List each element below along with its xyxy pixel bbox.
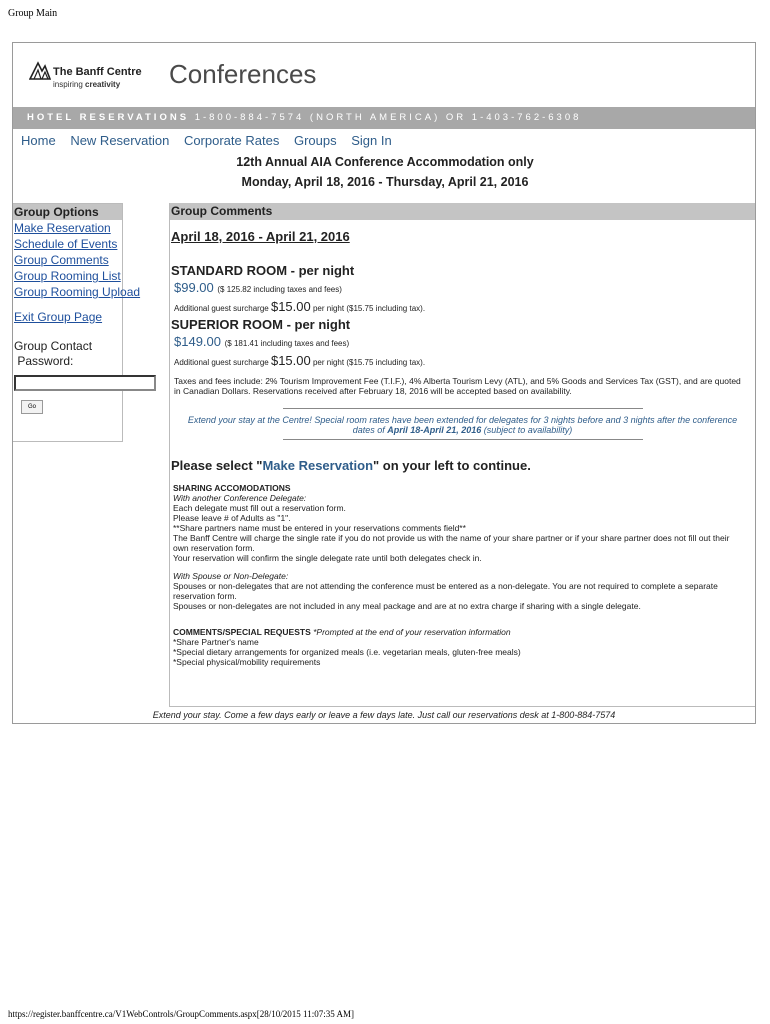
group-contact-label: Group Contact Password:	[14, 339, 93, 368]
banff-centre-logo[interactable]	[29, 59, 159, 93]
sharing-line: The Banff Centre will charge the single rate if you do not provide us with the name of your share partner or if your share partner does not fill out their own reservation form.	[173, 533, 730, 553]
group-comments-panel	[169, 203, 755, 707]
group-password-input[interactable]	[14, 375, 156, 391]
spouse-line: Spouses or non-delegates that are not attending the conference must be entered as a non-delegate. You are not required to complete a separate reservation form.	[173, 581, 718, 601]
superior-room-title: SUPERIOR ROOM - per night	[171, 317, 351, 332]
standard-room-title: STANDARD ROOM - per night	[171, 263, 355, 278]
sharing-line: Please leave # of Adults as "1".	[173, 513, 291, 523]
date-range: April 18, 2016 - April 21, 2016	[171, 229, 350, 244]
sharing-line: Your reservation will confirm the single delegate rate until both delegates check in.	[173, 553, 482, 563]
standard-room-price: $99.00 ($ 125.82 including taxes and fees)	[174, 280, 342, 295]
sharing-line: Each delegate must fill out a reservation form.	[173, 503, 346, 513]
sharing-line: **Share partners name must be entered in your reservations comments field**	[173, 523, 466, 533]
divider	[283, 439, 643, 440]
page-frame	[12, 42, 756, 724]
logo-name: The Banff Centre	[53, 66, 142, 78]
main-nav	[21, 133, 403, 148]
sidebar-group-comments[interactable]: Group Comments	[14, 253, 109, 267]
sidebar-make-reservation[interactable]: Make Reservation	[14, 221, 111, 235]
hotel-reservations-bar	[13, 107, 755, 129]
group-options-sidebar	[13, 203, 141, 442]
divider	[283, 408, 643, 409]
sidebar-schedule-of-events[interactable]: Schedule of Events	[14, 237, 118, 251]
spouse-line: Spouses or non-delegates are not included in any meal package and are at no extra charge if sharing with a single delegate.	[173, 601, 641, 611]
select-reservation-prompt: Please select "Make Reservation" on your left to continue.	[171, 458, 531, 473]
page-title: Conferences	[169, 59, 317, 89]
sidebar-exit-group-page[interactable]: Exit Group Page	[14, 310, 103, 324]
nav-home[interactable]: Home	[21, 133, 56, 148]
conference-dates: Monday, April 18, 2016 - Thursday, April 21, 2016	[241, 175, 529, 189]
comments-line: *Share Partner's name	[173, 637, 259, 647]
hotel-label: HOTEL RESERVATIONS	[27, 112, 190, 123]
sidebar-group-rooming-list[interactable]: Group Rooming List	[14, 269, 121, 283]
comments-line: *Special dietary arrangements for organized meals (i.e. vegetarian meals, gluten-free meals)	[173, 647, 521, 657]
mountain-logo-icon	[29, 59, 51, 81]
nav-corporate-rates[interactable]: Corporate Rates	[183, 133, 280, 148]
extend-stay-footer: Extend your stay. Come a few days early or leave a few days late. Just call our reservations desk at 1-800-884-7574	[152, 710, 616, 720]
print-page-url: https://register.banffcentre.ca/V1WebControls/GroupComments.aspx[28/10/2015 11:07:35 AM]	[8, 1009, 354, 1019]
hotel-phone: 1-800-884-7574 (NORTH AMERICA) OR 1-403-762-6308	[194, 112, 582, 123]
spouse-subtitle: With Spouse or Non-Delegate:	[173, 571, 289, 581]
conference-name: 12th Annual AIA Conference Accommodation only	[236, 155, 534, 169]
superior-room-price: $149.00 ($ 181.41 including taxes and fees)	[174, 334, 350, 349]
superior-room-surcharge: Additional guest surcharge $15.00 per night ($15.75 including tax).	[174, 353, 426, 368]
nav-sign-in[interactable]: Sign In	[351, 133, 392, 148]
comments-line: *Special physical/mobility requirements	[173, 657, 321, 667]
sidebar-group-rooming-upload[interactable]: Group Rooming Upload	[14, 285, 141, 299]
sharing-subtitle: With another Conference Delegate:	[173, 493, 307, 503]
sidebar-heading: Group Options	[13, 204, 122, 220]
content-heading: Group Comments	[170, 203, 755, 220]
print-page-title: Group Main	[8, 8, 58, 19]
logo-tagline: inspiring creativity	[53, 80, 121, 89]
taxes-note: Taxes and fees include: 2% Tourism Improvement Fee (T.I.F.), 4% Alberta Tourism Levy (ATL), and 5% Goods and Services Tax (GST), and are quoted in Canadian Dollars. Reservations received after February 18, 2016 will be accepted based on availability.	[174, 376, 741, 396]
nav-new-reservation[interactable]: New Reservation	[70, 133, 170, 148]
standard-room-surcharge: Additional guest surcharge $15.00 per night ($15.75 including tax).	[174, 299, 426, 314]
nav-groups[interactable]: Groups	[293, 133, 337, 148]
comments-title: COMMENTS/SPECIAL REQUESTS *Prompted at the end of your reservation information	[173, 627, 511, 637]
go-button[interactable]: Go	[21, 400, 43, 414]
sharing-title: SHARING ACCOMODATIONS	[173, 483, 291, 493]
extend-stay-note: Extend your stay at the Centre! Special room rates have been extended for delegates for 3 nights before and 3 nights after the conference dates of April 18-April 21, 2016 (subject to availability)	[187, 415, 738, 435]
